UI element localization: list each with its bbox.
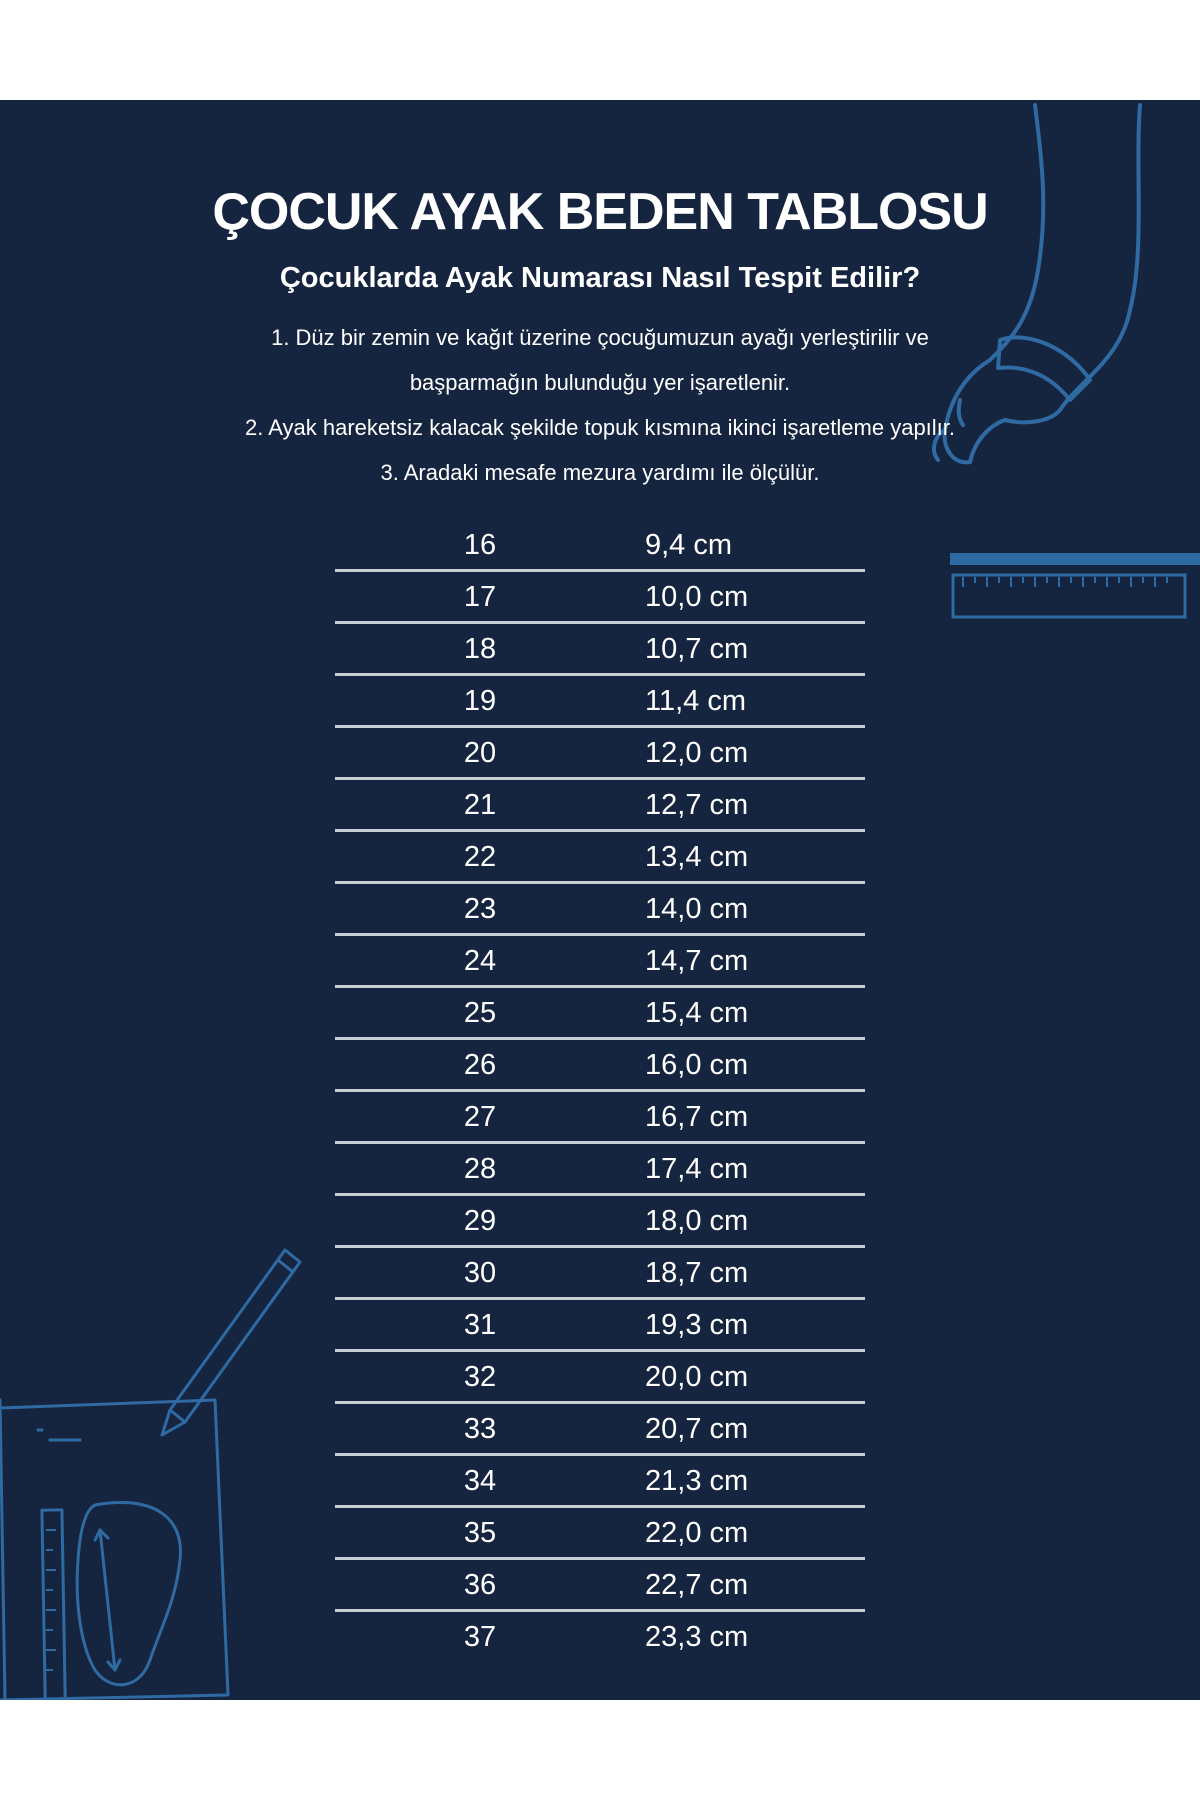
shoe-size: 20 <box>463 737 497 769</box>
foot-length: 13,4 cm <box>645 841 749 873</box>
foot-length: 16,7 cm <box>645 1101 749 1133</box>
table-row <box>335 676 865 728</box>
shoe-size: 29 <box>463 1205 497 1237</box>
foot-length: 11,4 cm <box>645 685 747 717</box>
shoe-size: 16 <box>463 529 497 561</box>
table-row <box>335 520 865 572</box>
foot-length: 18,7 cm <box>645 1257 749 1289</box>
foot-length: 22,7 cm <box>645 1569 749 1601</box>
table-row <box>335 1352 865 1404</box>
instruction-line: 3. Aradaki mesafe mezura yardımı ile ölçülür. <box>380 460 820 485</box>
shoe-size: 36 <box>463 1569 497 1601</box>
shoe-size: 18 <box>463 633 497 665</box>
shoe-size: 35 <box>463 1517 497 1549</box>
foot-length: 12,0 cm <box>645 737 749 769</box>
table-row <box>335 936 865 988</box>
foot-length: 14,7 cm <box>645 945 749 977</box>
foot-length: 20,7 cm <box>645 1413 749 1445</box>
pencil-icon <box>150 1240 310 1440</box>
foot-length: 20,0 cm <box>645 1361 749 1393</box>
foot-length: 21,3 cm <box>645 1465 749 1497</box>
shoe-size: 26 <box>463 1049 497 1081</box>
shoe-size: 31 <box>463 1309 497 1341</box>
shoe-size: 37 <box>463 1621 497 1653</box>
shoe-size: 19 <box>463 685 497 717</box>
shoe-size: 22 <box>463 841 497 873</box>
shoe-size: 30 <box>463 1257 497 1289</box>
foot-length: 15,4 cm <box>645 997 749 1029</box>
foot-length: 17,4 cm <box>645 1153 749 1185</box>
foot-length: 18,0 cm <box>645 1205 749 1237</box>
ruler-icon <box>945 550 1200 630</box>
instruction-line: 2. Ayak hareketsiz kalacak şekilde topuk kısmına ikinci işaretleme yapılır. <box>244 415 956 440</box>
table-row <box>335 1248 865 1300</box>
table-row <box>335 1092 865 1144</box>
foot-length: 10,0 cm <box>645 581 749 613</box>
shoe-size: 28 <box>463 1153 497 1185</box>
table-row <box>335 624 865 676</box>
instruction-line: 1. Düz bir zemin ve kağıt üzerine çocuğumuzun ayağı yerleştirilir ve <box>271 325 929 350</box>
shoe-size: 24 <box>463 945 497 977</box>
table-row <box>335 1300 865 1352</box>
size-table <box>335 520 865 1664</box>
table-row <box>335 1196 865 1248</box>
foot-length: 12,7 cm <box>645 789 749 821</box>
size-chart-panel <box>0 100 1200 1700</box>
page-title: ÇOCUK AYAK BEDEN TABLOSU <box>212 183 988 241</box>
shoe-size: 25 <box>463 997 497 1029</box>
shoe-size: 27 <box>463 1101 497 1133</box>
foot-length: 16,0 cm <box>645 1049 749 1081</box>
table-row <box>335 1404 865 1456</box>
table-row <box>335 832 865 884</box>
table-row <box>335 1612 865 1664</box>
table-row <box>335 1040 865 1092</box>
shoe-size: 33 <box>463 1413 497 1445</box>
instruction-line: başparmağın bulunduğu yer işaretlenir. <box>409 370 791 395</box>
shoe-size: 21 <box>463 789 497 821</box>
shoe-size: 34 <box>463 1465 497 1497</box>
table-row <box>335 1456 865 1508</box>
shoe-size: 17 <box>463 581 497 613</box>
foot-length: 14,0 cm <box>645 893 749 925</box>
foot-length: 23,3 cm <box>645 1621 749 1653</box>
foot-length: 19,3 cm <box>645 1309 749 1341</box>
foot-length: 10,7 cm <box>645 633 749 665</box>
table-row <box>335 1560 865 1612</box>
table-row <box>335 780 865 832</box>
table-row <box>335 884 865 936</box>
table-row <box>335 1144 865 1196</box>
foot-length: 22,0 cm <box>645 1517 749 1549</box>
table-row <box>335 988 865 1040</box>
table-row <box>335 572 865 624</box>
page-subtitle: Çocuklarda Ayak Numarası Nasıl Tespit Edilir? <box>279 262 921 294</box>
shoe-size: 32 <box>463 1361 497 1393</box>
table-row <box>335 1508 865 1560</box>
table-row <box>335 728 865 780</box>
shoe-size: 23 <box>463 893 497 925</box>
foot-length: 9,4 cm <box>645 529 733 561</box>
